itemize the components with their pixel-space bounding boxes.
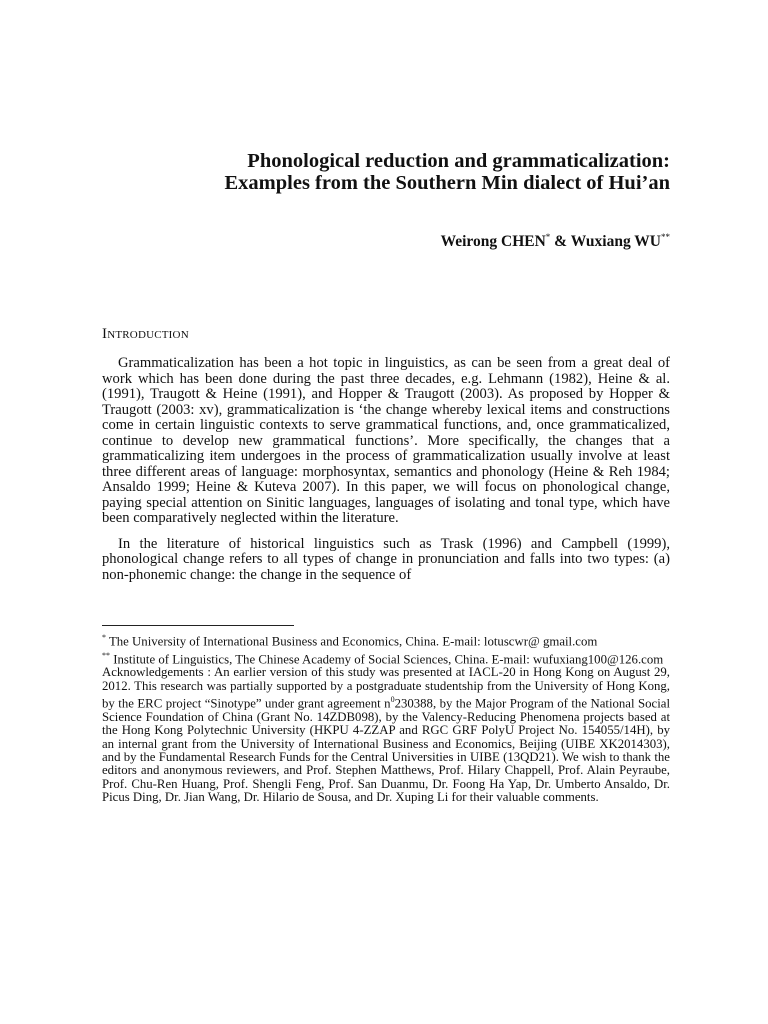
author-2: Wuxiang WU <box>570 233 661 251</box>
body-paragraph-2: In the literature of historical linguistics such as Trask (1996) and Campbell (1999), phonological change refers to all types of change in pronunciation and falls into two types: (a) non-phonemic change: the change in the sequence of <box>102 535 670 583</box>
footnote-2-mark: ** <box>102 650 110 660</box>
footnote-2-text: Institute of Linguistics, The Chinese Academy of Social Sciences, China. E-mail: wufuxiang100@126.com <box>110 651 664 666</box>
author-separator: & <box>550 233 571 251</box>
acknowledgements <box>102 666 670 804</box>
body-paragraph-1: Grammaticalization has been a hot topic in linguistics, as can be seen from a great deal of work which has been done during the past three decades, e.g. Lehmann (1982), Heine & al. (1991), Traugott & Heine (1991), and Hopper & Traugott (2003). As proposed by Hopper & Traugott (2003: xv), grammaticalization is ‘the change whereby lexical items and constructions come in certain linguistic contexts to serve grammatical functions, and, once grammaticalized, continue to develop new grammatical functions’. More specifically, the changes that a grammaticalizing item undergoes in the process of grammaticalization usually involve at least three different areas of language: morphosyntax, semantics and phonology (Heine & Reh 1984; Ansaldo 1999; Heine & Kuteva 2007). In this paper, we will focus on phonological change, paying special attention on Sinitic languages, languages of isolating and tonal type, which have been comparatively neglected within the literature. <box>102 355 670 526</box>
footnote-1-text: The University of International Business and Economics, China. E-mail: lotuscwr@ gmail.com <box>106 634 598 649</box>
footnote-1 <box>102 631 670 649</box>
footnote-1-mark: * <box>102 633 106 642</box>
body-text <box>102 356 670 583</box>
title-line-1: Phonological reduction and grammaticalization: <box>247 150 670 172</box>
footnote-2 <box>102 649 670 667</box>
paper-title <box>100 150 670 194</box>
footnote-rule <box>102 625 294 626</box>
footnotes <box>102 631 670 805</box>
acknowledgements-text-start: Acknowledgements : An earlier version of this study was presented at IACL-20 in Hong Kong on August 29, 2012. This research was partially supported by a postgraduate studentship from the University of Hong Kong, by the ERC project “Sinotype” under grant agreement n <box>102 665 670 711</box>
acknowledgements-text-end: 230388, by the Major Program of the National Social Science Foundation of China (Grant No. 14ZDB098), by the Valency-Reducing Phenomena projects based at the Hong Kong Polytechnic University (HKPU 4-ZZAP and RGC GRF PolyU Project No. 154055/14H), by an internal grant from the University of International Business and Economics, Beijing (UIBE XK2014303), and by the Fundamental Research Funds for the Central Universities in UIBE (13QD21). We wish to thank the editors and anonymous reviewers, and Prof. Stephen Matthews, Prof. Hilary Chappell, Prof. Alain Peyraube, Prof. Chu-Ren Huang, Prof. Shengli Feng, Prof. San Duanmu, Dr. Foong Ha Yap, Dr. Umberto Ansaldo, Dr. Picus Ding, Dr. Jian Wang, Dr. Hilario de Sousa, and Dr. Xuping Li for their valuable comments. <box>102 696 670 805</box>
title-line-2: Examples from the Southern Min dialect of Hui’an <box>224 172 670 194</box>
author-2-footnote-mark: ** <box>661 232 670 242</box>
author-1-footnote-mark: * <box>545 232 551 242</box>
acknowledgements-superscript: 0 <box>390 695 395 705</box>
section-heading: Introduction <box>102 326 189 342</box>
author-line <box>441 232 670 251</box>
author-1: Weirong CHEN <box>440 233 546 251</box>
